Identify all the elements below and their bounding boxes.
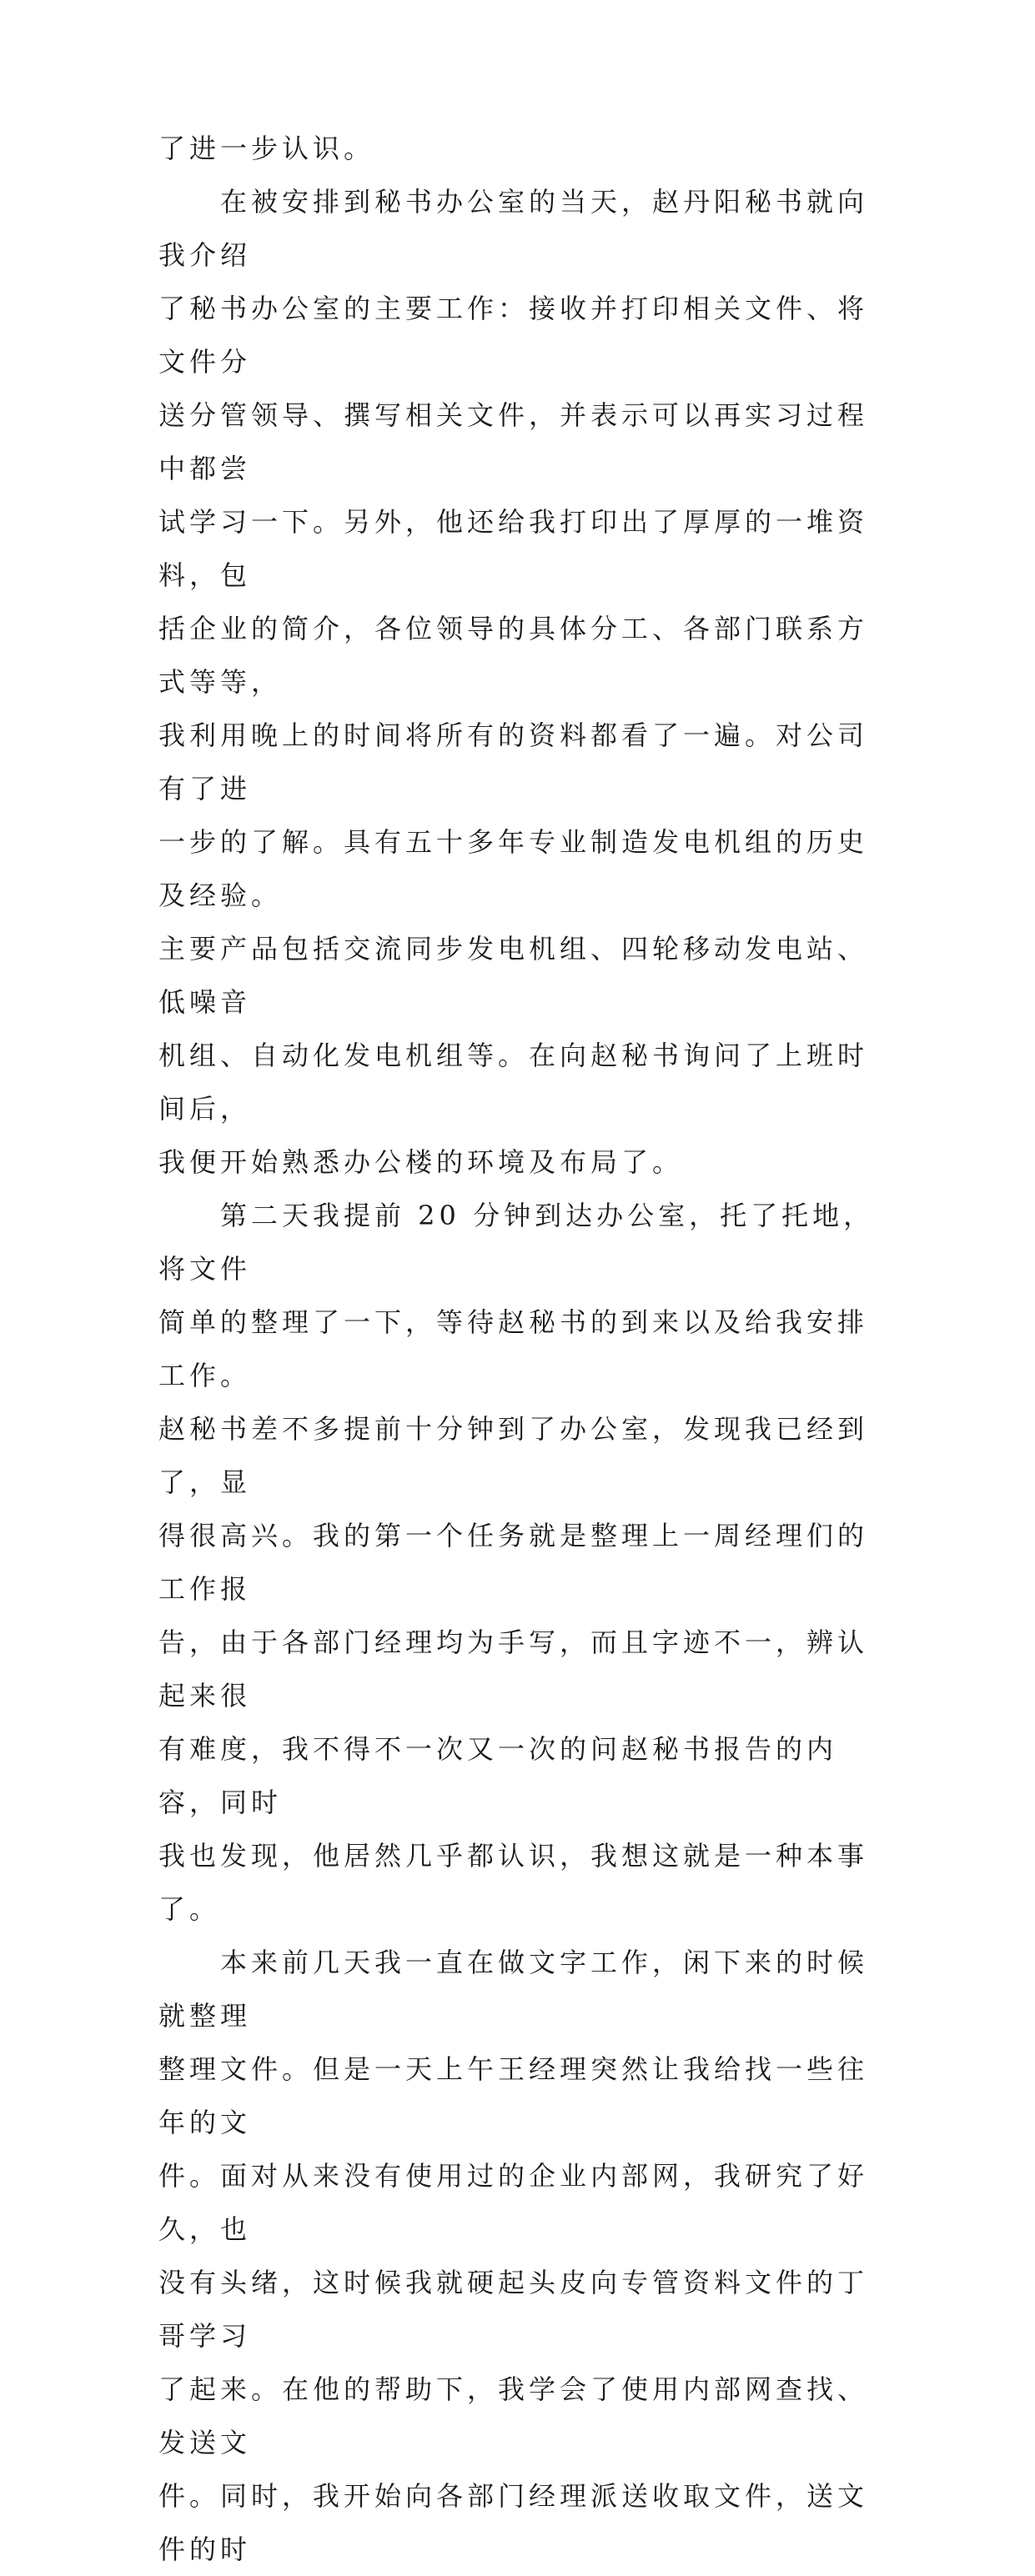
paragraph-file-work: 本来前几天我一直在做文字工作，闲下来的时候就整理 整理文件。但是一天上午王经理突然让我给找一些往年的文 件。面对从来没有使用过的企业内部网，我研究了好久，也 没有头绪，这时候我就硬起头皮向专管资料文件的丁哥学习 了起来。在他的帮助下，我学会了使用内部网查找、发送文 件。同时，我开始向各部门经理派送收取文件，送文件的时 (158, 1947, 869, 2565)
document-body (158, 122, 877, 2576)
paragraph-secretary-office-intro: 在被安排到秘书办公室的当天，赵丹阳秘书就向我介绍 了秘书办公室的主要工作：接收并打印相关文件、将文件分 送分管领导、撰写相关文件，并表示可以再实习过程中都尝 试学习一下。另外，他还给我打印出了厚厚的一堆资料，包 括企业的简介，各位领导的具体分工、各部门联系方式等等， 我利用晚上的时间将所有的资料都看了一遍。对公司有了进 一步的了解。具有五十多年专业制造发电机组的历史及经验。 主要产品包括交流同步发电机组、四轮移动发电站、低噪音 机组、自动化发电机组等。在向赵秘书询问了上班时间后， 我便开始熟悉办公楼的环境及布局了。 (158, 186, 869, 1178)
paragraph-continuation: 了进一步认识。 (158, 133, 375, 164)
paragraph-second-day: 第二天我提前 20 分钟到达办公室，托了托地，将文件 简单的整理了一下，等待赵秘书的到来以及给我安排工作。 赵秘书差不多提前十分钟到了办公室，发现我已经到了，显 得很高兴。我的第一个任务就是整理上一周经理们的工作报 告，由于各部门经理均为手写，而且字迹不一，辨认起来很 有难度，我不得不一次又一次的问赵秘书报告的内容，同时 我也发现，他居然几乎都认识，我想这就是一种本事了。 (158, 1200, 875, 1925)
